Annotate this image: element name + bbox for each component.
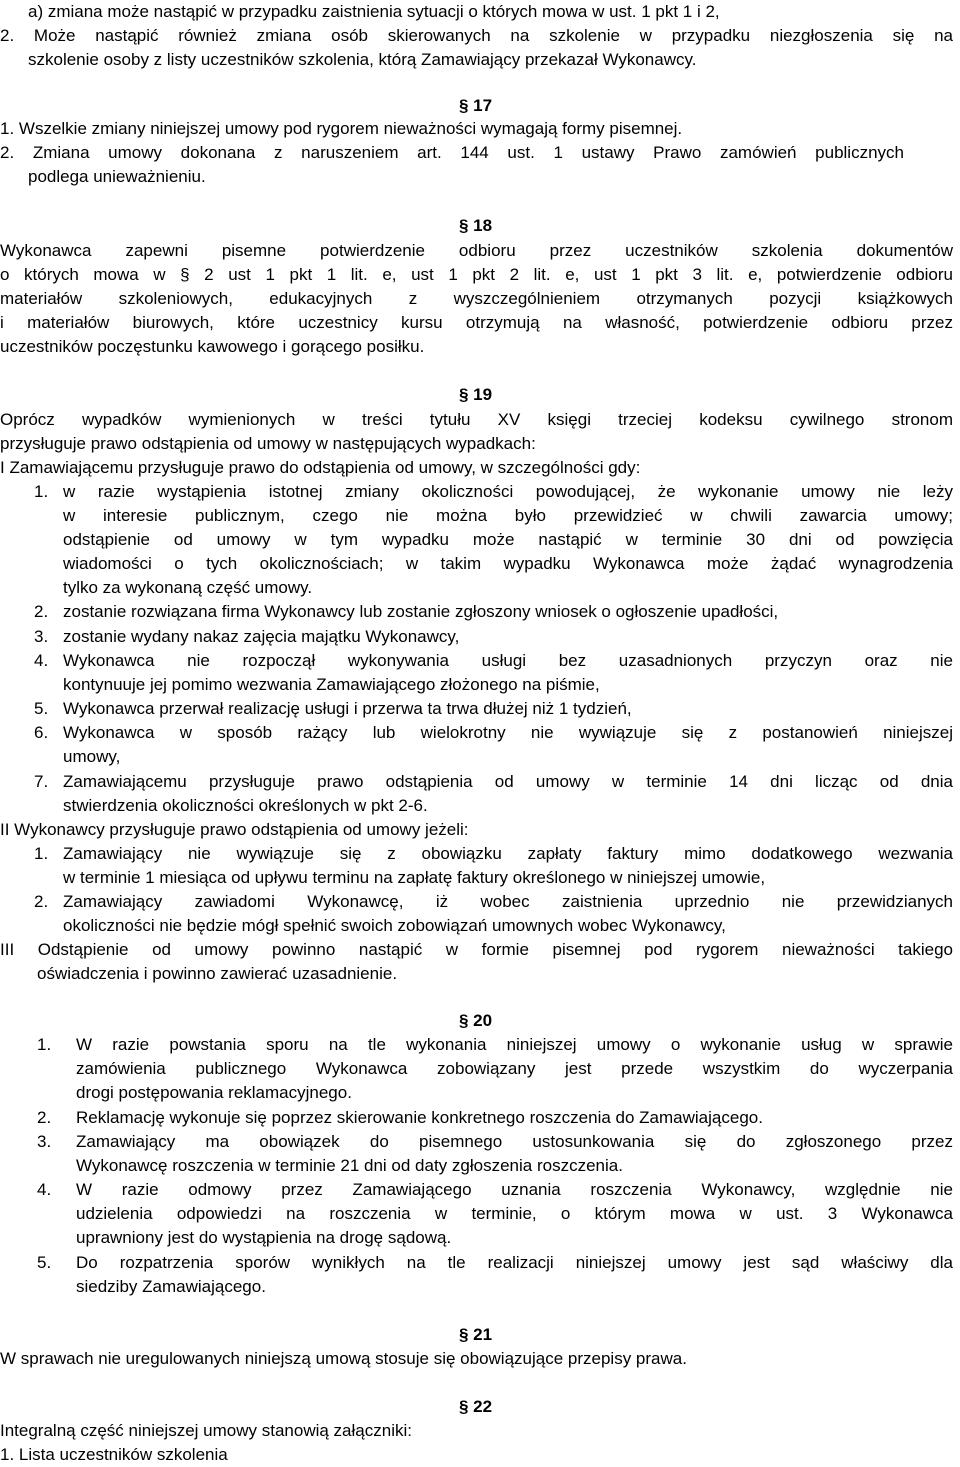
section-heading-20: § 20: [459, 1011, 493, 1030]
list-number: 1.: [34, 844, 49, 863]
text-line: Zamawiający zawiadomi Wykonawcę, iż wobec zaistnienia uprzednio nie przewidzianych: [63, 892, 953, 911]
text-line: Reklamację wykonuje się poprzez skierowanie konkretnego roszczenia do Zamawiającego.: [76, 1108, 763, 1127]
text-line: W razie powstania sporu na tle wykonania niniejszej umowy o wykonanie usług w sprawie: [76, 1035, 953, 1054]
text-line: zamówienia publicznego Wykonawca zobowiązany jest przede wszystkim do wyczerpania: [76, 1059, 953, 1078]
text-line: drogi postępowania reklamacyjnego.: [76, 1083, 352, 1102]
text-line: Wykonawcę roszczenia w terminie 21 dni od daty zgłoszenia roszczenia.: [76, 1156, 623, 1175]
text-line: tylko za wykonaną część umowy.: [63, 578, 313, 597]
text-line: udzielenia odpowiedzi na roszczenia w terminie, o którym mowa w ust. 3 Wykonawca: [76, 1204, 953, 1223]
text-line: okoliczności nie będzie mógł spełnić swoich zobowiązań umownych wobec Wykonawcy,: [63, 916, 726, 935]
text-line: szkolenie osoby z listy uczestników szkolenia, którą Zamawiający przekazał Wykonawcy.: [28, 50, 697, 69]
text-line: Wykonawca przerwał realizację usługi i przerwa ta trwa dłużej niż 1 tydzień,: [63, 699, 632, 718]
list-number: 2.: [34, 602, 49, 621]
section-heading-18: § 18: [459, 216, 493, 235]
text-line: oświadczenia i powinno zawierać uzasadnienie.: [37, 964, 398, 983]
text-line: zostanie wydany nakaz zajęcia majątku Wykonawcy,: [63, 627, 460, 646]
text-line: uprawniony jest do wystąpienia na drogę sądową.: [76, 1228, 452, 1247]
text-line: Integralną część niniejszej umowy stanowią załączniki:: [0, 1421, 412, 1440]
list-number: 2.: [37, 1108, 52, 1127]
text-line: Wykonawca zapewni pisemne potwierdzenie odbioru przez uczestników szkolenia dokumentów: [0, 241, 953, 260]
section-heading-19: § 19: [459, 385, 493, 404]
list-number: 7.: [34, 772, 49, 791]
text-line: wiadomości o tych okolicznościach; w takim wypadku Wykonawca może żądać wynagrodzenia: [63, 554, 953, 573]
text-line: I Zamawiającemu przysługuje prawo do odstąpienia od umowy, w szczególności gdy:: [0, 458, 641, 477]
list-number: 4.: [34, 651, 49, 670]
list-number: 2.: [34, 892, 49, 911]
text-line: W sprawach nie uregulowanych niniejszą umową stosuje się obowiązujące przepisy prawa.: [0, 1349, 687, 1368]
section-heading-17: § 17: [459, 96, 493, 115]
text-line: kontynuuje jej pomimo wezwania Zamawiającego złożonego na piśmie,: [63, 675, 600, 694]
list-number: 1.: [37, 1035, 52, 1054]
text-line: w terminie 1 miesiąca od upływu terminu na zapłatę faktury określonego w niniejszej umowie,: [63, 868, 766, 887]
text-line: Wykonawca w sposób rażący lub wielokrotny nie wywiązuje się z postanowień niniejszej: [63, 723, 953, 742]
list-number: 6.: [34, 723, 49, 742]
text-line: III Odstąpienie od umowy powinno nastąpić w formie pisemnej pod rygorem nieważności takiego: [0, 940, 953, 959]
text-line: 1. Wszelkie zmiany niniejszej umowy pod rygorem nieważności wymagają formy pisemnej.: [0, 119, 683, 138]
text-line: siedziby Zamawiającego.: [76, 1277, 266, 1296]
text-line: podlega unieważnieniu.: [28, 167, 206, 186]
text-line: uczestników poczęstunku kawowego i gorącego posiłku.: [0, 337, 425, 356]
list-number: 1.: [34, 482, 49, 501]
list-number: 3.: [37, 1132, 52, 1151]
section-heading-22: § 22: [459, 1397, 493, 1416]
text-line: Zamawiającemu przysługuje prawo odstąpienia od umowy w terminie 14 dni licząc od dnia: [63, 772, 953, 791]
text-line: Oprócz wypadków wymienionych w treści tytułu XV księgi trzeciej kodeksu cywilnego stronom: [0, 410, 953, 429]
text-line: w razie wystąpienia istotnej zmiany okoliczności powodującej, że wykonanie umowy nie leży: [63, 482, 953, 501]
text-line: materiałów szkoleniowych, edukacyjnych z wyszczególnieniem otrzymanych pozycji książkowych: [0, 289, 953, 308]
text-line: przysługuje prawo odstąpienia od umowy w następujących wypadkach:: [0, 434, 536, 453]
text-line: Wykonawca nie rozpoczął wykonywania usługi bez uzasadnionych przyczyn oraz nie: [63, 651, 953, 670]
text-line: Zamawiający nie wywiązuje się z obowiązku zapłaty faktury mimo dodatkowego wezwania: [63, 844, 953, 863]
text-line: W razie odmowy przez Zamawiającego uznania roszczenia Wykonawcy, względnie nie: [76, 1180, 953, 1199]
text-line: w interesie publicznym, czego nie można było przewidzieć w chwili zawarcia umowy;: [63, 506, 953, 525]
text-line: 2. Zmiana umowy dokonana z naruszeniem art. 144 ust. 1 ustawy Prawo zamówień publicznych: [0, 143, 904, 162]
list-number: 4.: [37, 1180, 52, 1199]
list-number: 5.: [37, 1253, 52, 1272]
list-number: 3.: [34, 627, 49, 646]
text-line: a) zmiana może nastąpić w przypadku zaistnienia sytuacji o których mowa w ust. 1 pkt 1 i 2,: [28, 2, 720, 21]
text-line: II Wykonawcy przysługuje prawo odstąpienia od umowy jeżeli:: [0, 820, 469, 839]
text-line: umowy,: [63, 747, 121, 766]
text-line: 2. Może nastąpić również zmiana osób skierowanych na szkolenie w przypadku niezgłoszenia się na: [0, 26, 953, 45]
text-line: Zamawiający ma obowiązek do pisemnego ustosunkowania się do zgłoszonego przez: [76, 1132, 953, 1151]
text-line: odstąpienie od umowy w tym wypadku może nastąpić w terminie 30 dni od powzięcia: [63, 530, 953, 549]
text-line: zostanie rozwiązana firma Wykonawcy lub zostanie zgłoszony wniosek o ogłoszenie upadłości,: [63, 602, 779, 621]
text-line: 1. Lista uczestników szkolenia: [0, 1445, 228, 1464]
text-line: stwierdzenia okoliczności określonych w pkt 2-6.: [63, 796, 428, 815]
text-line: o których mowa w § 2 ust 1 pkt 1 lit. e, ust 1 pkt 2 lit. e, ust 1 pkt 3 lit. e, potwierdzenie odbioru: [0, 265, 953, 284]
section-heading-21: § 21: [459, 1325, 493, 1344]
text-line: i materiałów biurowych, które uczestnicy kursu otrzymują na własność, potwierdzenie odbioru przez: [0, 313, 953, 332]
text-line: Do rozpatrzenia sporów wynikłych na tle realizacji niniejszej umowy jest sąd właściwy dla: [76, 1253, 953, 1272]
list-number: 5.: [34, 699, 49, 718]
